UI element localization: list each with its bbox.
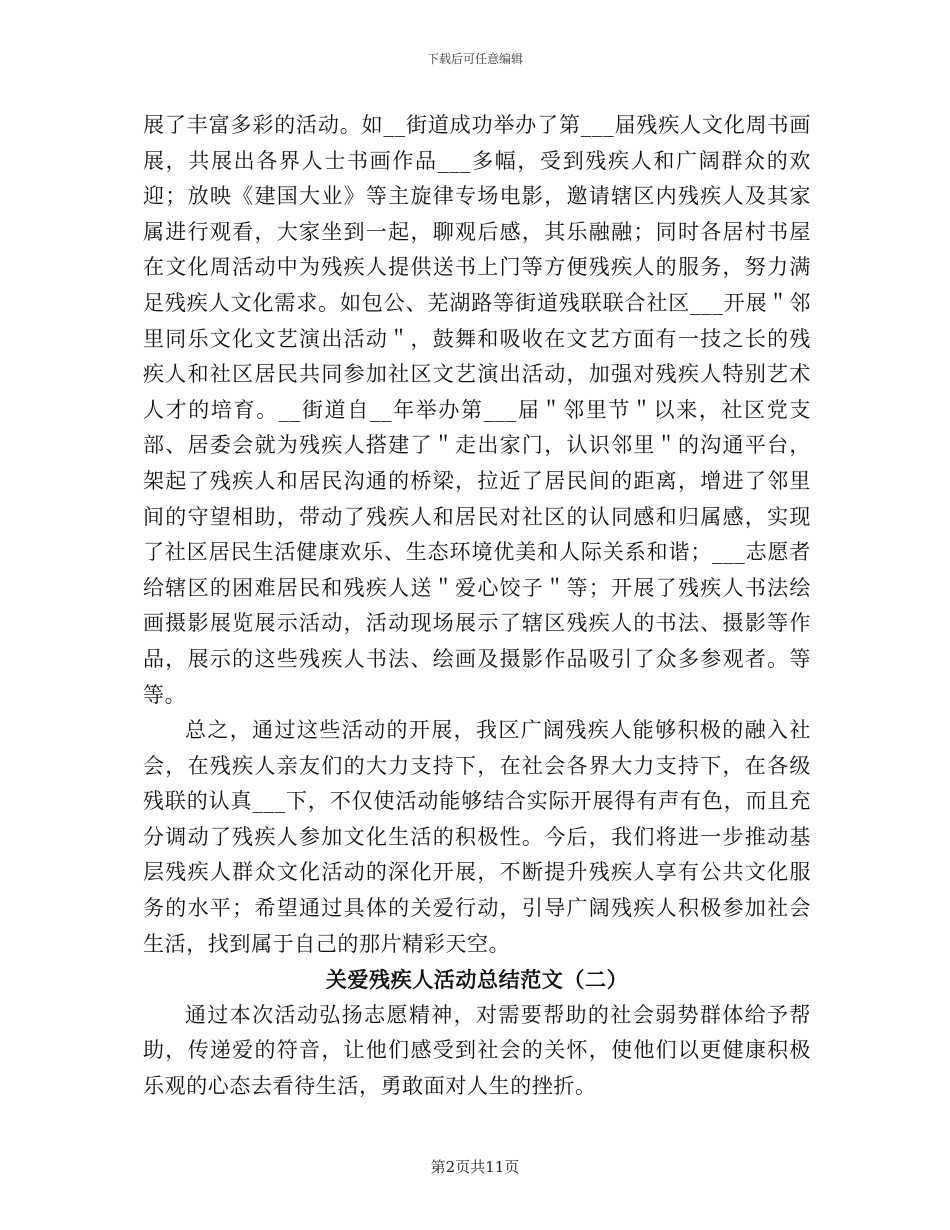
- page-number: 第2页共11页: [430, 1158, 520, 1176]
- body-paragraph-2: 总之，通过这些活动的开展，我区广阔残疾人能够积极的融入社会，在残疾人亲友们的大力支持下，在社会各界大力支持下，在各级残联的认真___下，不仅使活动能够结合实际开展得有声有色，而且充分调动了残疾人参加文化生活的积极性。今后，我们将进一步推动基层残疾人群众文化活动的深化开展，不断提升残疾人享有公共文化服务的水平；希望通过具体的关爱行动，引导广阔残疾人积极参加社会生活，找到属于自己的那片精彩天空。: [143, 718, 811, 956]
- document-body: [143, 108, 811, 1105]
- page-header: 下载后可任意编辑: [426, 52, 523, 66]
- body-paragraph-3: 通过本次活动弘扬志愿精神，对需要帮助的社会弱势群体给予帮助，传递爱的符音，让他们感受到社会的关怀，使他们以更健康积极乐观的心态去看待生活，勇敢面对人生的挫折。: [143, 1002, 811, 1099]
- section-title: 关爱残疾人活动总结范文（二）: [325, 967, 629, 993]
- body-paragraph-1: 展了丰富多彩的活动。如__街道成功举办了第___届残疾人文化周书画展，共展出各界人士书画作品___多幅，受到残疾人和广阔群众的欢迎；放映《建国大业》等主旋律专场电影，邀请辖区内残疾人及其家属进行观看，大家坐到一起，聊观后感，其乐融融；同时各居村书屋在文化周活动中为残疾人提供送书上门等方便残疾人的服务，努力满足残疾人文化需求。如包公、芜湖路等街道残联联合社区___开展＂邻里同乐文化文艺演出活动＂，鼓舞和吸收在文艺方面有一技之长的残疾人和社区居民共同参加社区文艺演出活动，加强对残疾人特别艺术人才的培育。__街道自__年举办第___届＂邻里节＂以来，社区党支部、居委会就为残疾人搭建了＂走出家门，认识邻里＂的沟通平台，架起了残疾人和居民沟通的桥梁，拉近了居民间的距离，增进了邻里间的守望相助，带动了残疾人和居民对社区的认同感和归属感，实现了社区居民生活健康欢乐、生态环境优美和人际关系和谐；___志愿者给辖区的困难居民和残疾人送＂爱心饺子＂等；开展了残疾人书法绘画摄影展览展示活动，活动现场展示了辖区残疾人的书法、摄影等作品，展示的这些残疾人书法、绘画及摄影作品吸引了众多参观者。等等。: [143, 113, 811, 707]
